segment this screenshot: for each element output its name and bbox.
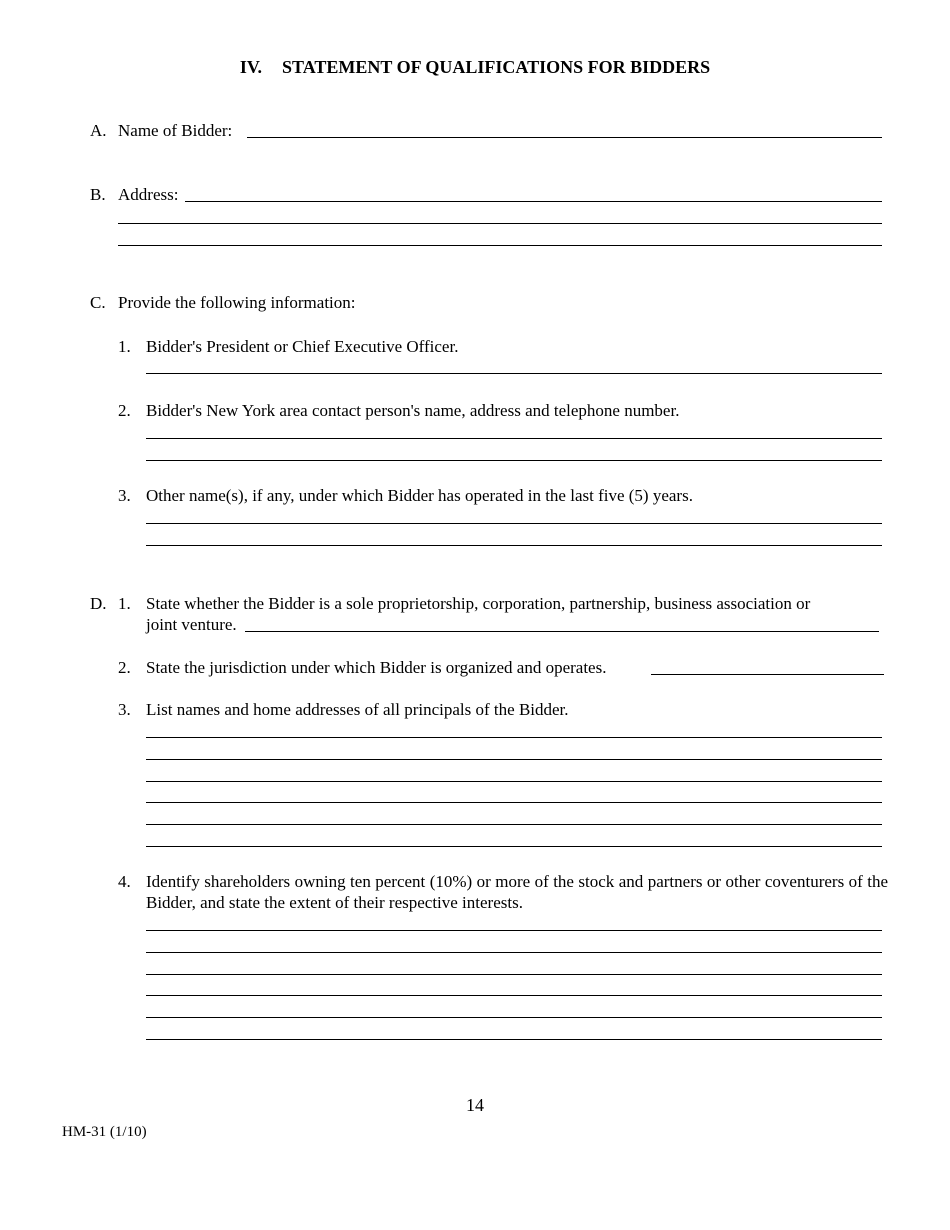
d-item-4-field-line-3[interactable]	[146, 960, 882, 975]
d-item-3-field-line-5[interactable]	[146, 810, 882, 825]
c-item-3-number: 3.	[118, 486, 131, 505]
section-c-label: Provide the following information:	[118, 293, 356, 312]
title-text: STATEMENT OF QUALIFICATIONS FOR BIDDERS	[282, 57, 711, 77]
d-item-2-text: State the jurisdiction under which Bidder is organized and operates.	[146, 658, 607, 677]
c-item-2-field-line-2[interactable]	[146, 446, 882, 461]
d-item-1-text-line-1: State whether the Bidder is a sole proprietorship, corporation, partnership, business association or	[146, 594, 811, 613]
d-item-1-number: 1.	[118, 594, 131, 613]
address-field-line-1[interactable]	[185, 187, 882, 202]
section-roman-numeral: IV.	[239, 57, 263, 77]
d-item-4-field-line-4[interactable]	[146, 981, 882, 996]
address-field-line-3[interactable]	[118, 231, 882, 246]
d-item-3-field-line-1[interactable]	[146, 723, 882, 738]
c-item-1-number: 1.	[118, 337, 131, 356]
page-number: 14	[466, 1095, 484, 1115]
d-item-4-field-line-5[interactable]	[146, 1003, 882, 1018]
c-item-1-field[interactable]	[146, 359, 882, 374]
d-item-4-field-line-1[interactable]	[146, 916, 882, 931]
section-d-letter: D.	[90, 594, 107, 613]
name-of-bidder-field[interactable]	[247, 123, 882, 138]
d-item-2-number: 2.	[118, 658, 131, 677]
section-a-letter: A.	[90, 121, 107, 140]
d-item-4-text: Identify shareholders owning ten percent (10%) or more of the stock and partners or other coventurers of the Bidder, and state the extent of their respective interests.	[146, 872, 888, 912]
section-c-letter: C.	[90, 293, 106, 312]
c-item-2-number: 2.	[118, 401, 131, 420]
d-item-3-number: 3.	[118, 700, 131, 719]
d-item-4-field-line-6[interactable]	[146, 1025, 882, 1040]
d-item-3-field-line-2[interactable]	[146, 745, 882, 760]
page-title	[0, 57, 950, 78]
name-of-bidder-label: Name of Bidder:	[118, 121, 233, 140]
c-item-3-field-line-1[interactable]	[146, 509, 882, 524]
c-item-3-field-line-2[interactable]	[146, 531, 882, 546]
d-item-1-text-line-2: joint venture.	[146, 615, 237, 634]
address-label: Address:	[118, 185, 179, 204]
d-item-3-field-line-4[interactable]	[146, 788, 882, 803]
form-code: HM-31 (1/10)	[62, 1124, 147, 1140]
section-b-letter: B.	[90, 185, 106, 204]
d-item-4-field-line-2[interactable]	[146, 938, 882, 953]
d-item-1-field[interactable]	[245, 617, 879, 632]
d-item-3-text: List names and home addresses of all principals of the Bidder.	[146, 700, 569, 719]
c-item-1-text: Bidder's President or Chief Executive Officer.	[146, 337, 459, 356]
c-item-3-text: Other name(s), if any, under which Bidder has operated in the last five (5) years.	[146, 486, 693, 505]
d-item-3-field-line-3[interactable]	[146, 767, 882, 782]
d-item-2-field[interactable]	[651, 660, 884, 675]
d-item-4-number: 4.	[118, 872, 131, 891]
address-field-line-2[interactable]	[118, 209, 882, 224]
c-item-2-field-line-1[interactable]	[146, 424, 882, 439]
c-item-2-text: Bidder's New York area contact person's name, address and telephone number.	[146, 401, 680, 420]
d-item-3-field-line-6[interactable]	[146, 832, 882, 847]
